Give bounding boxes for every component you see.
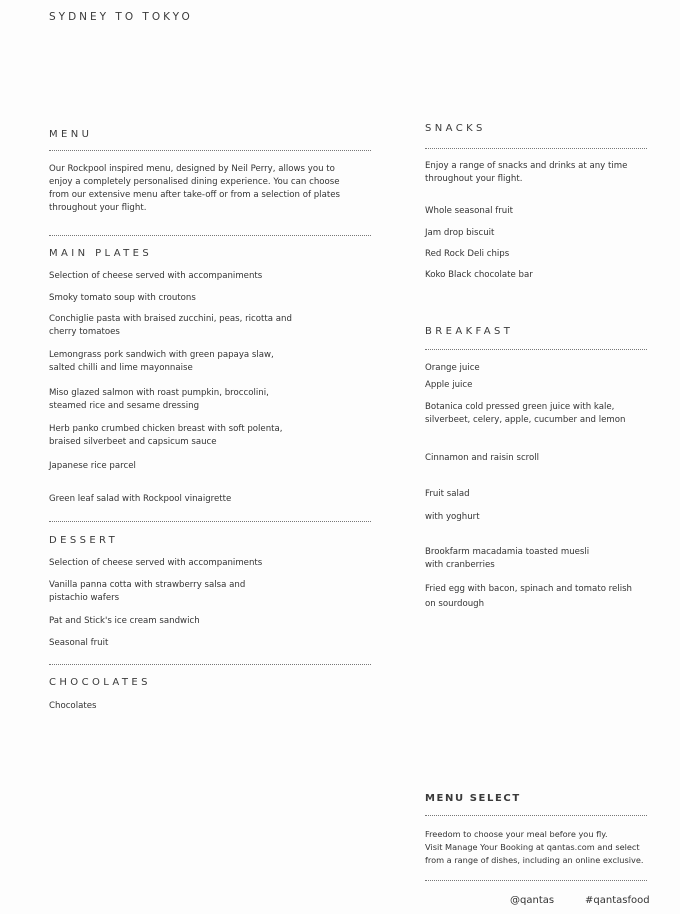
rule xyxy=(425,148,647,149)
chocolates-heading: CHOCOLATES xyxy=(49,677,151,688)
menu-item: Selection of cheese served with accompaniments xyxy=(49,558,263,568)
snacks-heading: SNACKS xyxy=(425,123,486,134)
dessert-heading: DESSERT xyxy=(49,535,119,546)
menu-item: Lemongrass pork sandwich with green papaya slaw, xyxy=(49,350,274,360)
rule xyxy=(49,664,371,665)
qantas-handle: @qantas xyxy=(510,895,555,906)
intro-line: throughout your flight. xyxy=(49,203,147,213)
menu-item: Pat and Stick's ice cream sandwich xyxy=(49,616,200,626)
menu-item: Cinnamon and raisin scroll xyxy=(425,453,540,463)
menu-item: Jam drop biscuit xyxy=(425,228,495,238)
rule xyxy=(49,521,371,522)
rule xyxy=(49,150,371,151)
menu-item-cont: on sourdough xyxy=(425,599,485,609)
menu-item-cont: salted chilli and lime mayonnaise xyxy=(49,363,193,373)
menu-item: Conchiglie pasta with braised zucchini, peas, ricotta and xyxy=(49,314,292,324)
intro-line: Enjoy a range of snacks and drinks at any time xyxy=(425,161,628,171)
intro-line: enjoy a completely personalised dining experience. You can choose xyxy=(49,177,340,187)
menu-heading: MENU xyxy=(49,129,93,140)
qantasfood-hashtag: #qantasfood xyxy=(585,895,650,906)
rule xyxy=(425,880,647,881)
info-line: Visit Manage Your Booking at qantas.com and select xyxy=(425,842,640,852)
menu-select-heading: MENU SELECT xyxy=(425,793,521,804)
route-title: SYDNEY TO TOKYO xyxy=(49,11,193,23)
rule xyxy=(425,349,647,350)
menu-item-cont: with cranberries xyxy=(425,560,495,570)
menu-item: Fried egg with bacon, spinach and tomato relish xyxy=(425,584,633,594)
menu-item: Herb panko crumbed chicken breast with soft polenta, xyxy=(49,424,283,434)
menu-item: Japanese rice parcel xyxy=(49,461,136,471)
menu-item: Selection of cheese served with accompaniments xyxy=(49,271,263,281)
menu-item: Chocolates xyxy=(49,701,97,711)
rule xyxy=(49,235,371,236)
rule xyxy=(425,815,647,816)
menu-item: Orange juice xyxy=(425,363,480,373)
menu-item: Seasonal fruit xyxy=(49,638,109,648)
info-line: from a range of dishes, including an online exclusive. xyxy=(425,855,644,865)
menu-item: Koko Black chocolate bar xyxy=(425,270,533,280)
main-plates-heading: MAIN PLATES xyxy=(49,248,153,259)
info-line: Freedom to choose your meal before you fly. xyxy=(425,829,608,839)
intro-line: from our extensive menu after take-off or from a selection of plates xyxy=(49,190,340,200)
menu-item: Brookfarm macadamia toasted muesli xyxy=(425,547,590,557)
menu-item: Smoky tomato soup with croutons xyxy=(49,293,196,303)
intro-line: Our Rockpool inspired menu, designed by Neil Perry, allows you to xyxy=(49,164,335,174)
menu-item: Miso glazed salmon with roast pumpkin, broccolini, xyxy=(49,388,269,398)
menu-item-cont: silverbeet, celery, apple, cucumber and lemon xyxy=(425,415,626,425)
menu-item: Botanica cold pressed green juice with kale, xyxy=(425,402,615,412)
menu-item: Apple juice xyxy=(425,380,473,390)
menu-item: Whole seasonal fruit xyxy=(425,206,513,216)
menu-item: Green leaf salad with Rockpool vinaigrette xyxy=(49,494,232,504)
menu-item-cont: cherry tomatoes xyxy=(49,327,120,337)
menu-item-cont: pistachio wafers xyxy=(49,593,120,603)
menu-item: Red Rock Deli chips xyxy=(425,249,510,259)
menu-item-cont: steamed rice and sesame dressing xyxy=(49,401,200,411)
menu-item: with yoghurt xyxy=(425,512,480,522)
breakfast-heading: BREAKFAST xyxy=(425,326,514,337)
menu-item-cont: braised silverbeet and capsicum sauce xyxy=(49,437,217,447)
intro-line: throughout your flight. xyxy=(425,174,523,184)
menu-item: Vanilla panna cotta with strawberry salsa and xyxy=(49,580,246,590)
menu-item: Fruit salad xyxy=(425,489,470,499)
